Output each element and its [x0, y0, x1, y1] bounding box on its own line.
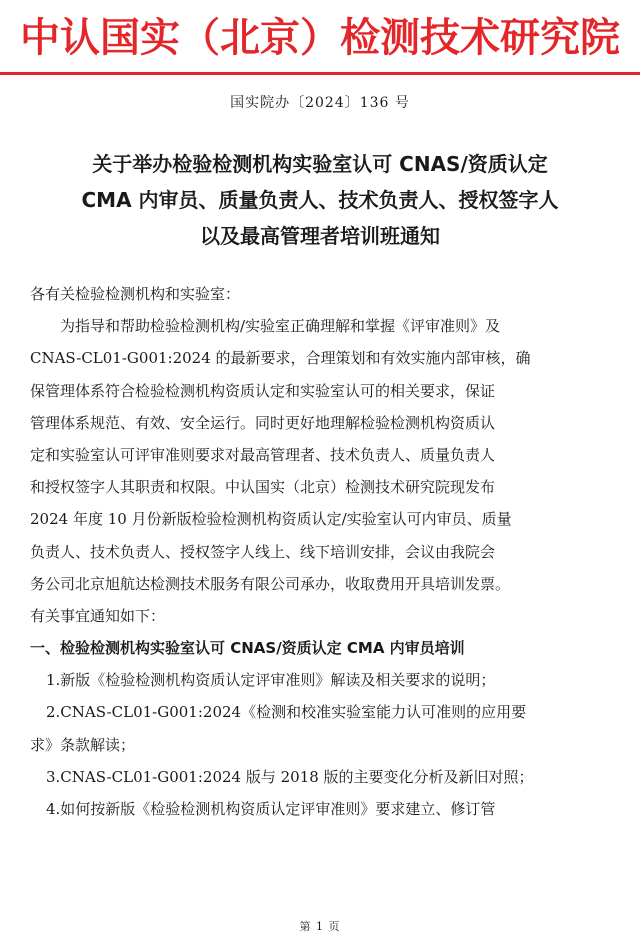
header-divider	[0, 72, 640, 75]
intro-line: 务公司北京旭航达检测技术服务有限公司承办，收取费用开具培训发票。	[30, 574, 511, 593]
title-line-3: 以及最高管理者培训班通知	[200, 224, 440, 248]
intro-line: 2024 年度 10 月份新版检验检测机构资质认定/实验室认可内审员、质量	[30, 510, 512, 529]
intro-line: 定和实验室认可评审准则要求对最高管理者、技术负责人、质量负责人	[30, 445, 496, 464]
intro-line: CNAS-CL01-G001:2024 的最新要求，合理策划和有效实施内部审核，确	[30, 349, 531, 368]
notice-title	[20, 146, 620, 254]
title-line-1: 关于举办检验检测机构实验室认可 CNAS/资质认定	[92, 152, 548, 176]
intro-line: 管理体系规范、有效、安全运行。同时更好地理解检验检测机构资质认	[30, 413, 496, 432]
section-1-item: 3.CNAS-CL01-G001:2024 版与 2018 版的主要变化分析及新旧对照；	[46, 767, 534, 786]
intro-line: 保管理体系符合检验检测机构资质认定和实验室认可的相关要求，保证	[30, 381, 496, 400]
notice-body	[30, 278, 610, 825]
page-number: 第 1 页	[299, 920, 341, 933]
section-1-item: 1.新版《检验检测机构资质认定评审准则》解读及相关要求的说明；	[46, 671, 496, 690]
intro-line: 负责人、技术负责人、授权签字人线上、线下培训安排，会议由我院会	[30, 542, 496, 561]
organization-header: 中认国实（北京）检测技术研究院	[20, 14, 620, 61]
section-1-item: 2.CNAS-CL01-G001:2024《检测和校准实验室能力认可准则的应用要	[46, 703, 527, 722]
section-1-heading: 一、检验检测机构实验室认可 CNAS/资质认定 CMA 内审员培训	[30, 639, 465, 658]
section-1-item: 4.如何按新版《检验检测机构资质认定评审准则》要求建立、修订管	[46, 800, 496, 818]
intro-line: 和授权签字人其职责和权限。中认国实（北京）检测技术研究院现发布	[30, 478, 496, 497]
salutation: 各有关检验检测机构和实验室：	[30, 285, 241, 303]
section-1-item-continuation: 求》条款解读；	[30, 735, 136, 754]
intro-line: 为指导和帮助检验检测机构/实验室正确理解和掌握《评审准则》及	[60, 317, 501, 336]
title-line-2: CMA 内审员、质量负责人、技术负责人、授权签字人	[81, 188, 559, 212]
document-number: 国实院办〔2024〕136 号	[230, 95, 410, 111]
intro-line: 有关事宜通知如下：	[30, 606, 166, 625]
